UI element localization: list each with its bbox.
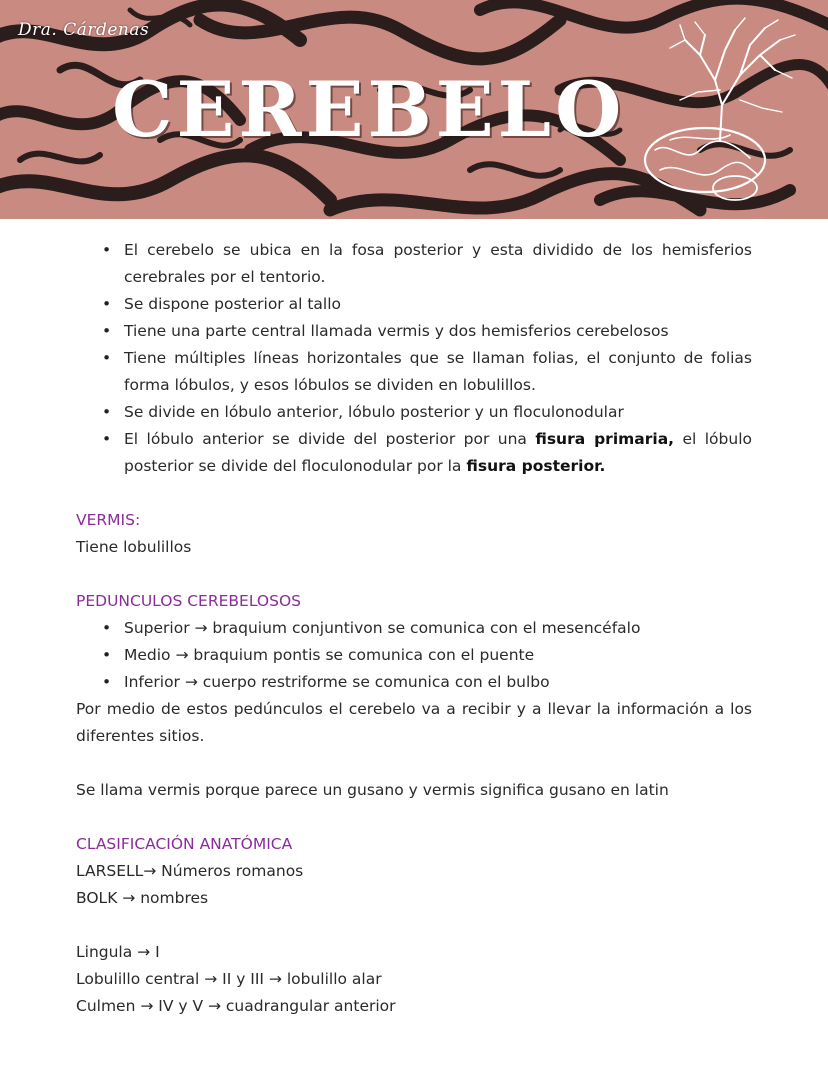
fisura-text-2: el lóbulo posterior se divide del floculonodular por la (124, 430, 752, 475)
list-item: • Tiene una parte central llamada vermis y dos hemisferios cerebelosos (124, 318, 752, 345)
fisura-text-1: El lóbulo anterior se divide del posterior por una (124, 430, 536, 448)
vermis-heading: VERMIS: (76, 511, 141, 529)
lobulillo-line: Lingula → I (76, 943, 160, 961)
list-item: • Medio → braquium pontis se comunica con el puente (124, 642, 752, 669)
list-item-fisuras (124, 426, 752, 480)
list-item: • El cerebelo se ubica en la fosa posterior y esta dividido de los hemisferios cerebrales por el tentorio. (124, 237, 752, 291)
list-item: • Se dispone posterior al tallo (124, 291, 752, 318)
intro-bullet-list (76, 237, 752, 480)
pedunculos-heading: PEDUNCULOS CEREBELOSOS (76, 592, 301, 610)
lobulillo-line: Lobulillo central → II y III → lobulillo alar (76, 970, 382, 988)
pedunculos-list (76, 615, 752, 696)
list-item: • Se divide en lóbulo anterior, lóbulo posterior y un floculonodular (124, 399, 752, 426)
fisura-posterior-term: fisura posterior. (466, 457, 606, 475)
author-signature: Dra. Cárdenas (18, 20, 150, 40)
list-item: • Superior → braquium conjuntivon se comunica con el mesencéfalo (124, 615, 752, 642)
fisura-primaria-term: fisura primaria, (535, 430, 675, 448)
header-banner (0, 0, 828, 219)
vermis-text: Tiene lobulillos (76, 538, 192, 556)
clasificacion-line: LARSELL→ Números romanos (76, 862, 304, 880)
lobulillo-line: Culmen → IV y V → cuadrangular anterior (76, 997, 396, 1015)
page-title: CEREBELO (112, 65, 626, 154)
list-item: • Inferior → cuerpo restriforme se comunica con el bulbo (124, 669, 752, 696)
document-body (76, 237, 752, 1020)
pedunculos-paragraph: Por medio de estos pedúnculos el cerebelo va a recibir y a llevar la información a los diferentes sitios. (76, 700, 752, 745)
list-item: • Tiene múltiples líneas horizontales que se llaman folias, el conjunto de folias forma lóbulos, y esos lóbulos se dividen en lobulillos. (124, 345, 752, 399)
clasificacion-line: BOLK → nombres (76, 889, 209, 907)
vermis-note: Se llama vermis porque parece un gusano y vermis significa gusano en latin (76, 781, 669, 799)
clasificacion-heading: CLASIFICACIÓN ANATÓMICA (76, 835, 293, 853)
